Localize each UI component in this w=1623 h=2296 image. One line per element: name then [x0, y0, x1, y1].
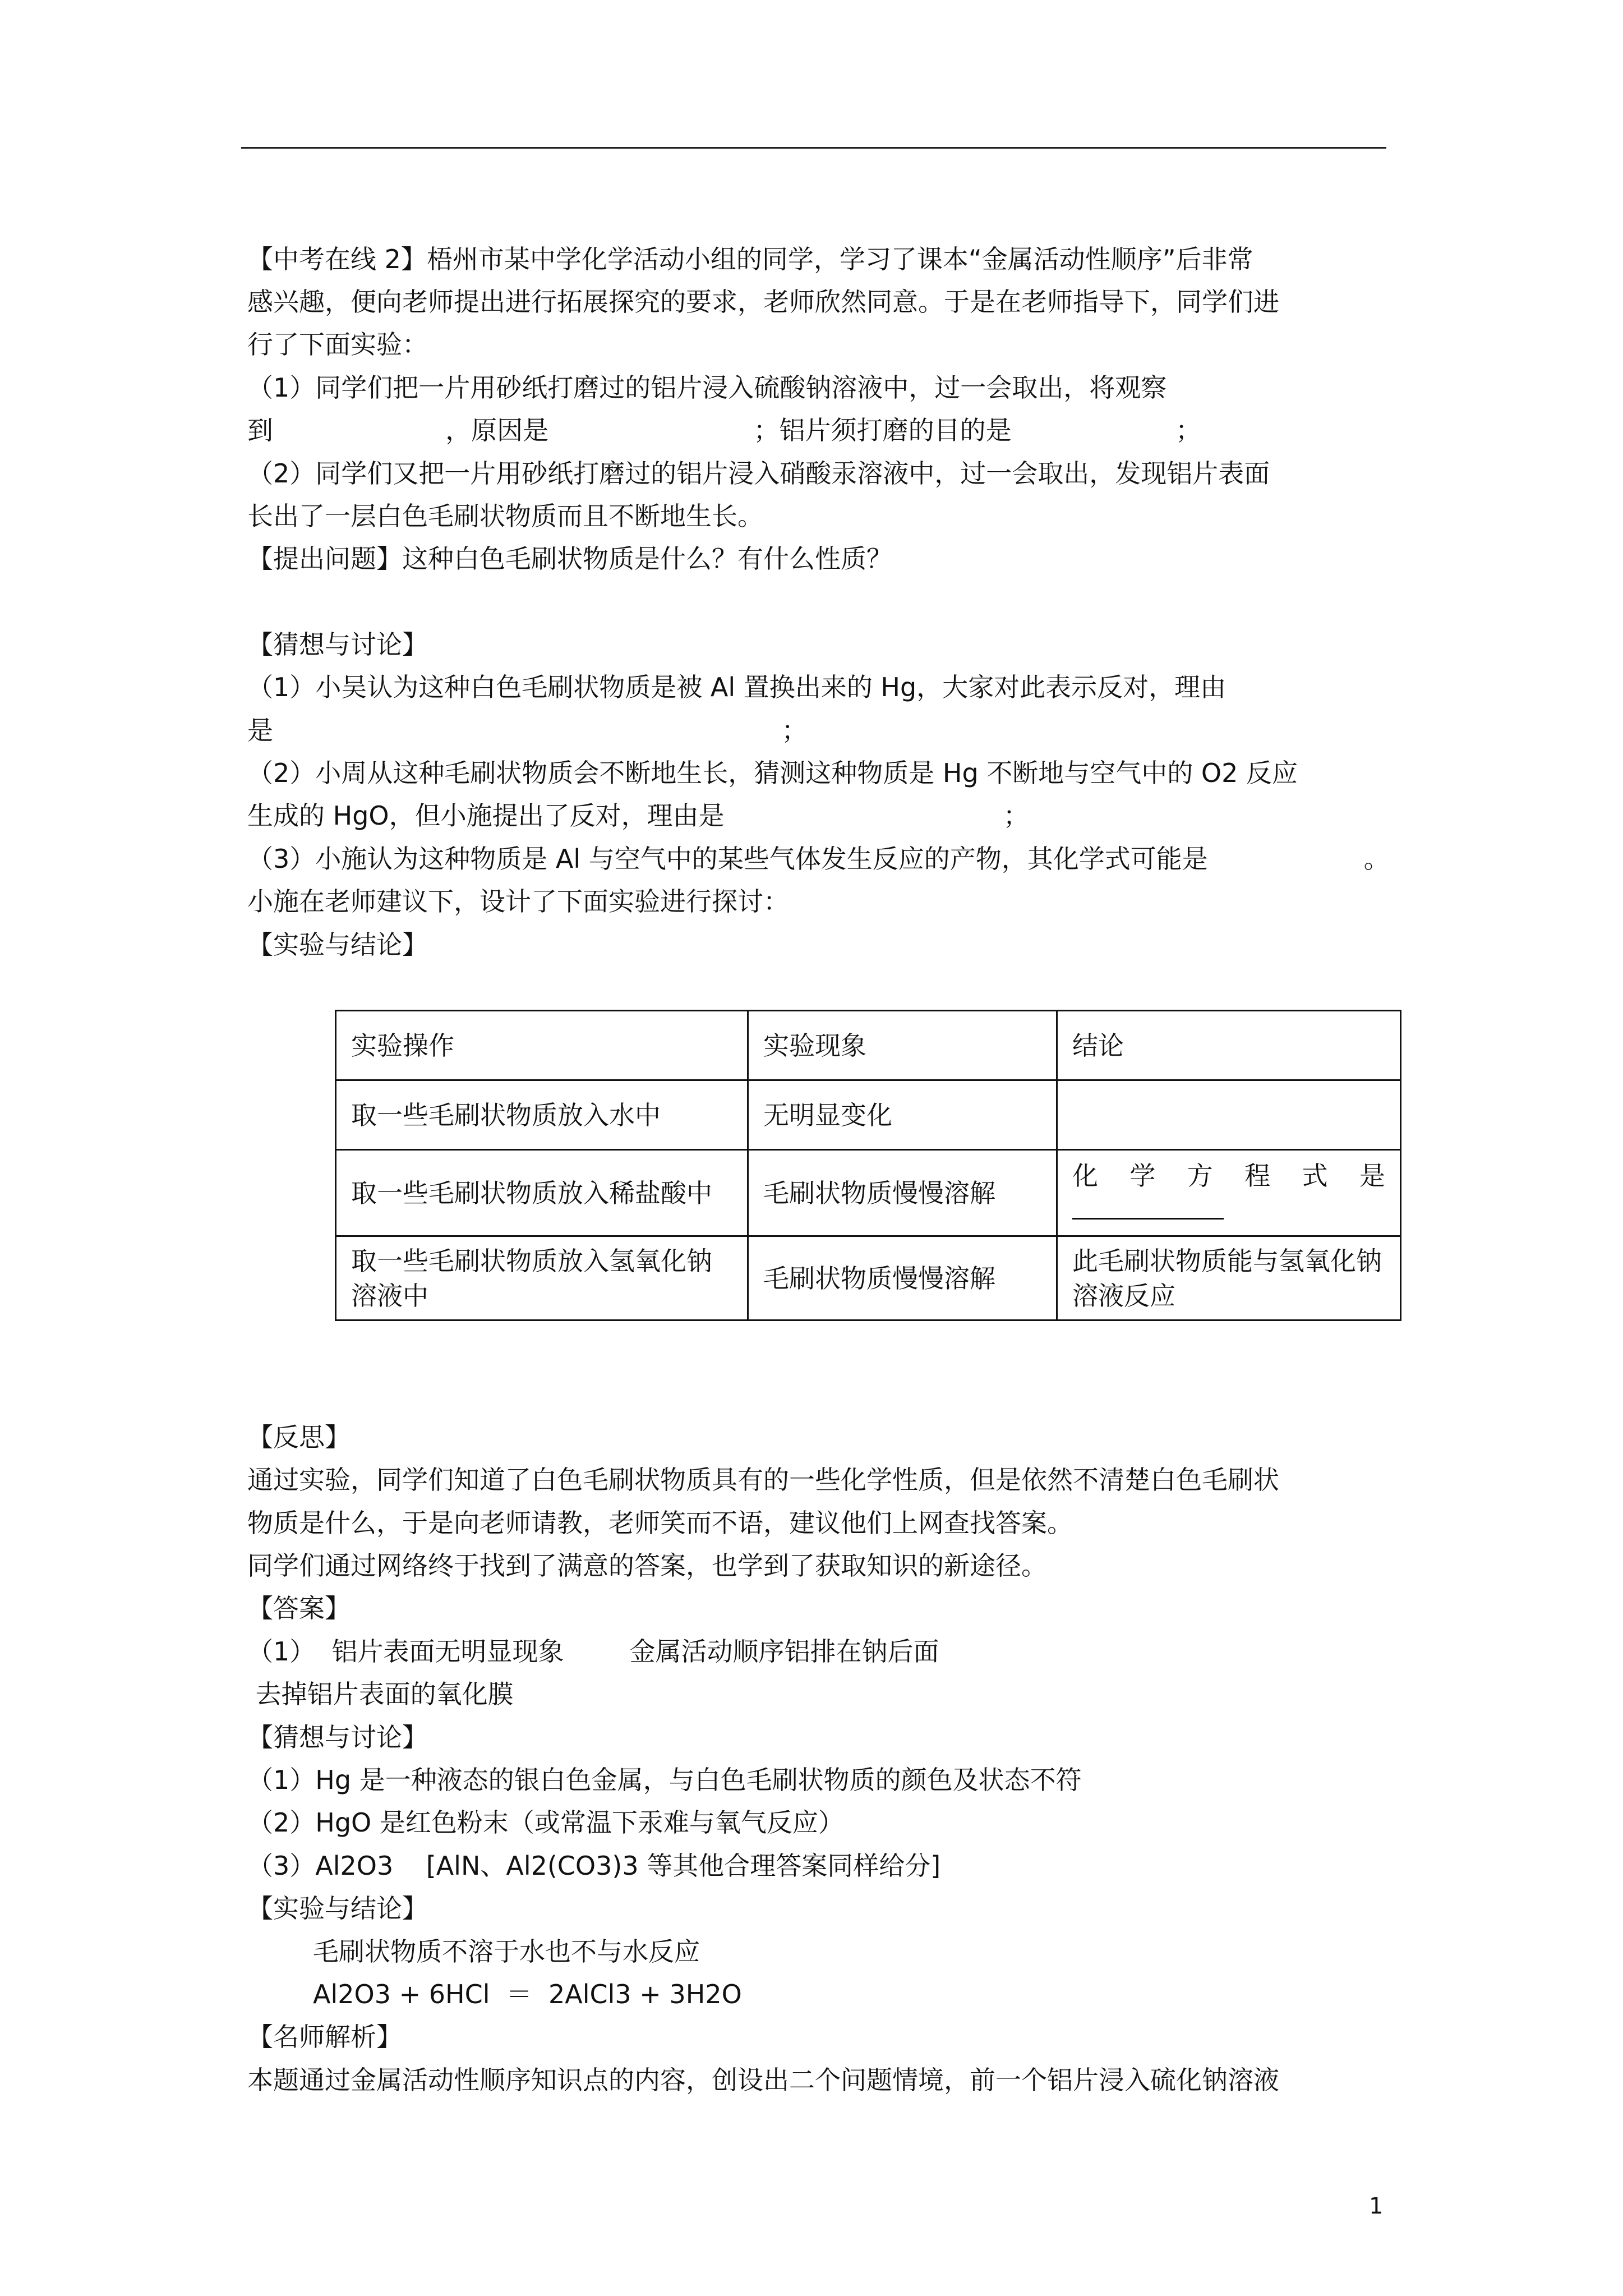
table-cell: 毛刷状物质慢慢溶解	[748, 1236, 1057, 1320]
text-line: Al2O3 + 6HCl ＝ 2AlCl3 + 3H2O	[247, 1979, 742, 2009]
answer-blank	[1072, 1201, 1224, 1220]
text-line: 行了下面实验：	[247, 329, 428, 360]
equation-label	[1072, 1158, 1385, 1193]
table-header-cell: 实验操作	[336, 1011, 748, 1080]
text-line: 是 ；	[247, 715, 808, 746]
table-header-cell: 实验现象	[748, 1011, 1057, 1080]
equation-char: 式	[1302, 1160, 1328, 1191]
text-line: 【中考在线 2】梧州市某中学化学活动小组的同学，学习了课本“金属活动性顺序”后非常	[247, 244, 1253, 274]
section-heading: 【猜想与讨论】	[247, 1722, 428, 1752]
text-line: （2）小周从这种毛刷状物质会不断地生长，猜测这种物质是 Hg 不断地与空气中的 O2 反应	[247, 758, 1298, 788]
text-line: （1）同学们把一片用砂纸打磨过的铝片浸入硫酸钠溶液中，过一会取出，将观察	[247, 372, 1167, 403]
experiment-table	[335, 1010, 1401, 1321]
table-cell: 取一些毛刷状物质放入稀盐酸中	[336, 1150, 748, 1236]
text-line: （2）HgO 是红色粉末（或常温下汞难与氧气反应）	[247, 1807, 844, 1838]
text-line: （3）小施认为这种物质是 Al 与空气中的某些气体发生反应的产物，其化学式可能是 。	[247, 844, 1390, 874]
text-line: 到 ，原因是 ；铝片须打磨的目的是 ；	[247, 415, 1202, 445]
section-heading: 【实验与结论】	[247, 1893, 428, 1924]
text-line: （3）Al2O3 [AlN、Al2(CO3)3 等其他合理答案同样给分]	[247, 1851, 941, 1881]
table-cell: 毛刷状物质慢慢溶解	[748, 1150, 1057, 1236]
text-line: （1） 铝片表面无明显现象 金属活动顺序铝排在钠后面	[247, 1636, 939, 1667]
equation-char: 学	[1129, 1160, 1156, 1191]
text-line: 小施在老师建议下，设计了下面实验进行探讨：	[247, 886, 789, 917]
text-line: 同学们通过网络终于找到了满意的答案，也学到了获取知识的新途径。	[247, 1550, 1047, 1581]
equation-char: 是	[1359, 1160, 1385, 1191]
table-cell: 无明显变化	[748, 1080, 1057, 1150]
table-row	[336, 1236, 1401, 1320]
text-line: 去掉铝片表面的氧化膜	[247, 1679, 514, 1709]
equation-char: 程	[1244, 1160, 1271, 1191]
header-rule	[241, 147, 1386, 149]
table-row	[336, 1150, 1401, 1236]
text-line: 毛刷状物质不溶于水也不与水反应	[247, 1936, 700, 1967]
text-line: 生成的 HgO，但小施提出了反对，理由是 ；	[247, 800, 1029, 831]
text-line: （1）小吴认为这种白色毛刷状物质是被 Al 置换出来的 Hg，大家对此表示反对，理由	[247, 672, 1227, 702]
text-line: 长出了一层白色毛刷状物质而且不断地生长。	[247, 501, 763, 531]
section-heading: 【答案】	[247, 1593, 351, 1623]
equation-char: 化	[1072, 1160, 1098, 1191]
page-number: 1	[1369, 2193, 1384, 2219]
table-cell: 取一些毛刷状物质放入水中	[336, 1080, 748, 1150]
text-line: 物质是什么，于是向老师请教，老师笑而不语，建议他们上网查找答案。	[247, 1508, 1073, 1538]
text-line: （2）同学们又把一片用砂纸打磨过的铝片浸入硝酸汞溶液中，过一会取出，发现铝片表面	[247, 458, 1270, 489]
section-heading: 【实验与结论】	[247, 930, 428, 960]
text-line: 本题通过金属活动性顺序知识点的内容，创设出二个问题情境，前一个铝片浸入硫化钠溶液	[247, 2065, 1279, 2095]
table-cell: 取一些毛刷状物质放入氢氧化钠溶液中	[336, 1236, 748, 1320]
table-cell: 此毛刷状物质能与氢氧化钠溶液反应	[1057, 1236, 1401, 1320]
table-cell	[1057, 1080, 1401, 1150]
text-line: 通过实验，同学们知道了白色毛刷状物质具有的一些化学性质，但是依然不清楚白色毛刷状	[247, 1465, 1279, 1495]
equation-char: 方	[1187, 1160, 1213, 1191]
text-line: 【提出问题】这种白色毛刷状物质是什么？有什么性质？	[247, 544, 892, 574]
section-heading: 【反思】	[247, 1422, 351, 1452]
section-heading: 【猜想与讨论】	[247, 629, 428, 660]
section-heading: 【名师解析】	[247, 2022, 402, 2052]
table-row	[336, 1080, 1401, 1150]
table-header-row	[336, 1011, 1401, 1080]
text-line: （1）Hg 是一种液态的银白色金属，与白色毛刷状物质的颜色及状态不符	[247, 1765, 1082, 1795]
table-header-cell: 结论	[1057, 1011, 1401, 1080]
text-line: 感兴趣，便向老师提出进行拓展探究的要求，老师欣然同意。于是在老师指导下，同学们进	[247, 287, 1279, 317]
table-cell	[1057, 1150, 1401, 1236]
